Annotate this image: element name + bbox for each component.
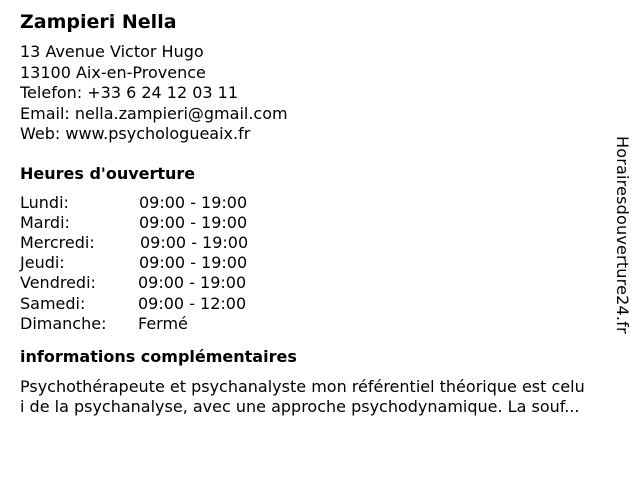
side-brand-text: Horairesdouverture24.fr [613,136,632,334]
hours-row [20,294,610,314]
day-hours: 09:00 - 19:00 [140,232,249,252]
address-street: 13 Avenue Victor Hugo [20,42,204,61]
day-label: Lundi: [20,192,69,212]
email-line: Email: nella.zampieri@gmail.com [20,103,288,123]
description-line-1: Psychothérapeute et psychanalyste mon référentiel théorique est celu [20,376,585,396]
day-hours: 09:00 - 19:00 [139,192,248,212]
contact-block [20,42,610,145]
web-line: Web: www.psychologueaix.fr [20,124,251,143]
description [20,377,628,418]
day-hours: 09:00 - 19:00 [138,273,247,293]
address-city: 13100 Aix-en-Provence [20,62,206,82]
hours-title: Heures d'ouverture [20,163,196,183]
hours-row [20,273,610,293]
day-hours: Fermé [138,313,188,333]
hours-row [20,314,610,334]
hours-table [20,193,610,334]
day-label: Mardi: [20,212,70,232]
day-label: Samedi: [20,293,86,313]
day-label: Dimanche: [20,313,107,333]
day-label: Jeudi: [20,253,65,273]
hours-row [20,253,610,273]
phone-line: Telefon: +33 6 24 12 03 11 [20,83,239,102]
day-label: Vendredi: [20,273,96,293]
hours-row [20,213,610,233]
day-hours: 09:00 - 19:00 [139,212,248,232]
business-name: Zampieri Nella [20,11,177,33]
hours-row [20,233,610,253]
info-title: informations complémentaires [20,346,297,366]
day-hours: 09:00 - 19:00 [139,253,248,273]
day-hours: 09:00 - 12:00 [138,293,247,313]
hours-row [20,193,610,213]
listing-card [20,8,610,418]
description-line-2: i de la psychanalyse, avec une approche psychodynamique. La souf... [20,397,580,417]
day-label: Mercredi: [20,232,95,252]
